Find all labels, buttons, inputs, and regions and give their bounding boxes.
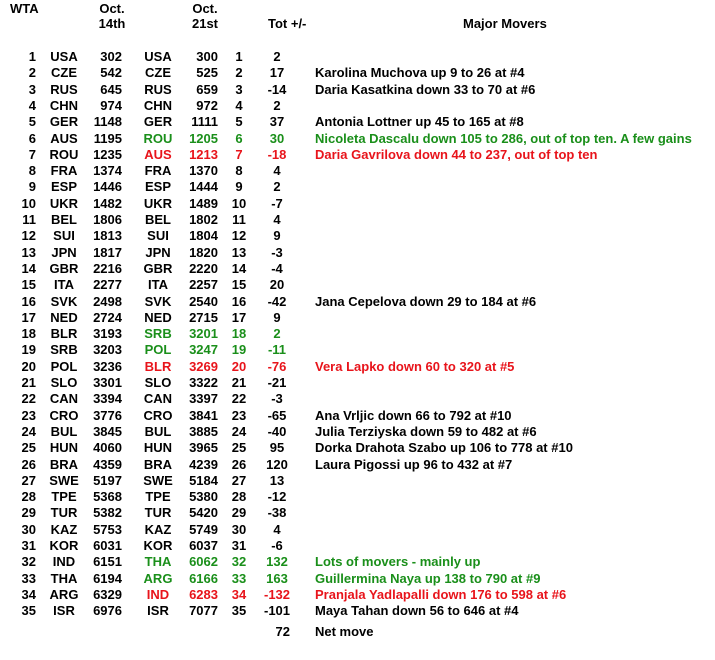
points-oct14: 542 [100, 65, 122, 80]
country-oct21: TUR [144, 505, 172, 520]
net-move-label: Net move [315, 624, 374, 639]
total-change: -7 [271, 196, 283, 211]
rank-oct21: 33 [231, 571, 247, 586]
wta-rank: 6 [28, 131, 36, 146]
rank-oct21: 34 [231, 587, 247, 602]
major-mover-note: Maya Tahan down 56 to 646 at #4 [315, 603, 519, 618]
points-oct14: 1446 [93, 179, 122, 194]
country-oct21: ITA [148, 277, 168, 292]
country-oct14: NED [50, 310, 78, 325]
rank-oct21: 5 [235, 114, 243, 129]
major-mover-note: Vera Lapko down 60 to 320 at #5 [315, 359, 515, 374]
country-oct14: RUS [50, 82, 78, 97]
points-oct14: 6976 [93, 603, 122, 618]
wta-rank: 21 [21, 375, 36, 390]
country-oct14: IND [52, 554, 76, 569]
points-oct14: 5368 [93, 489, 122, 504]
country-oct21: ROU [143, 131, 173, 146]
country-oct14: ITA [54, 277, 74, 292]
country-oct14: KOR [49, 538, 79, 553]
country-oct21: AUS [144, 147, 172, 162]
country-oct21: POL [144, 342, 172, 357]
points-oct21: 972 [196, 98, 218, 113]
major-mover-note: Laura Pigossi up 96 to 432 at #7 [315, 457, 513, 472]
country-oct21: CRO [143, 408, 173, 423]
header-major-movers: Major Movers [463, 16, 547, 31]
rank-oct21: 23 [231, 408, 247, 423]
country-oct14: ROU [49, 147, 79, 162]
country-oct14: BUL [50, 424, 78, 439]
country-oct14: JPN [51, 245, 77, 260]
points-oct14: 3203 [93, 342, 122, 357]
total-change: -65 [267, 408, 287, 423]
points-oct14: 1482 [93, 196, 122, 211]
wta-rank: 27 [21, 473, 36, 488]
wta-rank: 19 [21, 342, 36, 357]
country-oct21: TPE [145, 489, 171, 504]
country-oct21: BEL [145, 212, 171, 227]
wta-rank: 10 [21, 196, 36, 211]
country-oct21: RUS [144, 82, 172, 97]
points-oct14: 1817 [93, 245, 122, 260]
country-oct21: CZE [145, 65, 171, 80]
wta-rank: 23 [21, 408, 36, 423]
points-oct14: 6194 [93, 571, 122, 586]
rank-oct21: 16 [231, 294, 247, 309]
total-change: 95 [269, 440, 285, 455]
points-oct21: 2257 [189, 277, 218, 292]
country-oct14: BEL [51, 212, 77, 227]
country-oct21: BUL [144, 424, 172, 439]
major-mover-note: Julia Terziyska down 59 to 482 at #6 [315, 424, 537, 439]
wta-rank: 34 [21, 587, 36, 602]
wta-rank: 15 [21, 277, 36, 292]
rank-oct21: 20 [231, 359, 247, 374]
wta-rank: 5 [28, 114, 36, 129]
major-mover-note: Guillermina Naya up 138 to 790 at #9 [315, 571, 541, 586]
country-oct14: SRB [50, 342, 78, 357]
country-oct14: FRA [50, 163, 78, 178]
rank-oct21: 13 [231, 245, 247, 260]
total-change: -101 [263, 603, 291, 618]
country-oct21: BLR [144, 359, 172, 374]
country-oct14: SLO [50, 375, 78, 390]
country-oct21: ISR [147, 603, 169, 618]
rank-oct21: 24 [231, 424, 247, 439]
country-oct14: CAN [49, 391, 79, 406]
country-oct14: HUN [49, 440, 79, 455]
wta-rank: 30 [21, 522, 36, 537]
major-mover-note: Daria Gavrilova down 44 to 237, out of top ten [315, 147, 598, 162]
country-oct14: CHN [49, 98, 79, 113]
points-oct21: 6166 [189, 571, 218, 586]
points-oct14: 5753 [93, 522, 122, 537]
points-oct14: 6031 [93, 538, 122, 553]
total-change: 9 [273, 310, 281, 325]
rank-oct21: 27 [231, 473, 247, 488]
wta-rank: 24 [21, 424, 36, 439]
points-oct21: 1804 [189, 228, 218, 243]
country-oct21: CAN [143, 391, 173, 406]
country-oct14: THA [50, 571, 78, 586]
country-oct21: SWE [143, 473, 173, 488]
points-oct21: 1205 [189, 131, 218, 146]
header-oct14-day: 14th [98, 16, 126, 31]
points-oct21: 2715 [189, 310, 218, 325]
points-oct14: 2277 [93, 277, 122, 292]
points-oct14: 2498 [93, 294, 122, 309]
total-change: -4 [271, 261, 283, 276]
country-oct14: USA [50, 49, 78, 64]
rank-oct21: 25 [231, 440, 247, 455]
header-tot: Tot +/- [268, 16, 307, 31]
major-mover-note: Ana Vrljic down 66 to 792 at #10 [315, 408, 512, 423]
total-change: -12 [267, 489, 287, 504]
points-oct21: 2540 [189, 294, 218, 309]
points-oct21: 4239 [189, 457, 218, 472]
major-mover-note: Daria Kasatkina down 33 to 70 at #6 [315, 82, 536, 97]
country-oct14: SVK [50, 294, 78, 309]
wta-rank: 18 [21, 326, 36, 341]
country-oct21: FRA [144, 163, 172, 178]
country-oct21: JPN [145, 245, 171, 260]
points-oct21: 1213 [189, 147, 218, 162]
country-oct14: SUI [53, 228, 75, 243]
points-oct21: 5420 [189, 505, 218, 520]
rank-oct21: 7 [235, 147, 243, 162]
rank-oct21: 6 [235, 131, 243, 146]
points-oct21: 300 [196, 49, 218, 64]
country-oct21: SUI [147, 228, 169, 243]
total-change: -18 [267, 147, 287, 162]
rank-oct21: 8 [235, 163, 243, 178]
total-change: 132 [266, 554, 288, 569]
points-oct14: 5382 [93, 505, 122, 520]
points-oct14: 1195 [93, 131, 122, 146]
rank-oct21: 21 [231, 375, 247, 390]
rank-oct21: 35 [231, 603, 247, 618]
total-change: 13 [269, 473, 285, 488]
total-change: -3 [271, 391, 283, 406]
total-change: -14 [267, 82, 287, 97]
rank-oct21: 31 [231, 538, 247, 553]
wta-rank: 11 [22, 212, 36, 227]
points-oct14: 974 [100, 98, 122, 113]
wta-rank: 29 [21, 505, 36, 520]
points-oct14: 3394 [93, 391, 122, 406]
country-oct21: IND [146, 587, 170, 602]
country-oct21: NED [144, 310, 172, 325]
wta-rank: 4 [28, 98, 36, 113]
country-oct14: POL [50, 359, 78, 374]
rank-oct21: 2 [235, 65, 243, 80]
total-change: 4 [273, 522, 281, 537]
total-change: -11 [267, 342, 287, 357]
rank-oct21: 4 [235, 98, 243, 113]
net-move-value: 72 [275, 624, 290, 639]
points-oct14: 6329 [93, 587, 122, 602]
major-mover-note: Karolina Muchova up 9 to 26 at #4 [315, 65, 525, 80]
points-oct21: 1370 [189, 163, 218, 178]
country-oct21: SLO [144, 375, 172, 390]
total-change: -132 [263, 587, 291, 602]
rank-oct21: 15 [231, 277, 247, 292]
points-oct21: 6062 [189, 554, 218, 569]
points-oct14: 4060 [93, 440, 122, 455]
points-oct21: 1444 [189, 179, 218, 194]
country-oct21: USA [144, 49, 172, 64]
rank-oct21: 32 [231, 554, 247, 569]
country-oct14: AUS [50, 131, 78, 146]
country-oct21: BRA [143, 457, 173, 472]
total-change: -42 [267, 294, 287, 309]
major-mover-note: Dorka Drahota Szabo up 106 to 778 at #10 [315, 440, 573, 455]
points-oct21: 1111 [191, 114, 218, 129]
points-oct14: 3193 [93, 326, 122, 341]
country-oct14: BLR [50, 326, 78, 341]
country-oct14: ARG [49, 587, 79, 602]
points-oct21: 3269 [189, 359, 218, 374]
header-oct21-day: 21st [191, 16, 219, 31]
country-oct21: SRB [144, 326, 172, 341]
country-oct14: GER [49, 114, 79, 129]
country-oct14: BRA [49, 457, 79, 472]
country-oct21: SVK [144, 294, 172, 309]
country-oct21: UKR [143, 196, 173, 211]
total-change: -76 [267, 359, 287, 374]
country-oct21: ESP [144, 179, 171, 194]
country-oct21: GER [143, 114, 173, 129]
points-oct21: 1802 [189, 212, 218, 227]
total-change: -3 [271, 245, 283, 260]
points-oct14: 5197 [93, 473, 122, 488]
points-oct14: 1806 [93, 212, 122, 227]
points-oct14: 3845 [93, 424, 122, 439]
country-oct21: KAZ [144, 522, 172, 537]
rank-oct21: 3 [235, 82, 243, 97]
wta-rank: 28 [21, 489, 36, 504]
points-oct21: 3247 [189, 342, 218, 357]
wta-rank: 32 [21, 554, 36, 569]
wta-rank: 17 [21, 310, 36, 325]
wta-rank: 31 [21, 538, 36, 553]
wta-rank: 14 [21, 261, 36, 276]
major-mover-note: Lots of movers - mainly up [315, 554, 481, 569]
points-oct14: 1813 [93, 228, 122, 243]
points-oct14: 3236 [93, 359, 122, 374]
total-change: -21 [267, 375, 287, 390]
rank-oct21: 17 [231, 310, 247, 325]
total-change: 20 [269, 277, 285, 292]
total-change: 2 [273, 49, 281, 64]
points-oct21: 3201 [189, 326, 218, 341]
wta-rank: 12 [21, 228, 36, 243]
wta-rank: 22 [21, 391, 36, 406]
wta-rank: 9 [28, 179, 36, 194]
rank-oct21: 28 [231, 489, 247, 504]
total-change: 4 [273, 163, 281, 178]
points-oct21: 3885 [189, 424, 218, 439]
wta-rank: 8 [28, 163, 36, 178]
points-oct14: 1374 [93, 163, 122, 178]
major-mover-note: Antonia Lottner up 45 to 165 at #8 [315, 114, 524, 129]
rank-oct21: 9 [235, 179, 243, 194]
country-oct14: ISR [53, 603, 75, 618]
country-oct14: TPE [51, 489, 77, 504]
rank-oct21: 26 [231, 457, 247, 472]
total-change: -38 [267, 505, 287, 520]
country-oct14: KAZ [50, 522, 78, 537]
rank-oct21: 22 [231, 391, 247, 406]
points-oct21: 5380 [189, 489, 218, 504]
wta-rank: 35 [21, 603, 36, 618]
total-change: 120 [266, 457, 288, 472]
country-oct21: CHN [143, 98, 173, 113]
points-oct14: 3776 [93, 408, 122, 423]
points-oct14: 302 [100, 49, 122, 64]
points-oct21: 3841 [189, 408, 218, 423]
points-oct21: 6283 [189, 587, 218, 602]
major-mover-note: Jana Cepelova down 29 to 184 at #6 [315, 294, 537, 309]
points-oct14: 4359 [93, 457, 122, 472]
total-change: 2 [273, 98, 281, 113]
country-oct14: TUR [50, 505, 78, 520]
points-oct21: 5184 [189, 473, 218, 488]
points-oct14: 1235 [93, 147, 122, 162]
country-oct21: KOR [143, 538, 173, 553]
total-change: 17 [269, 65, 285, 80]
total-change: 2 [273, 179, 281, 194]
rank-oct21: 1 [235, 49, 243, 64]
rank-oct21: 10 [231, 196, 247, 211]
points-oct21: 525 [196, 65, 218, 80]
total-change: -40 [267, 424, 287, 439]
header-wta: WTA [10, 1, 39, 16]
total-change: 163 [266, 571, 288, 586]
points-oct21: 3322 [189, 375, 218, 390]
points-oct21: 1820 [189, 245, 218, 260]
points-oct21: 7077 [189, 603, 218, 618]
rank-oct21: 12 [231, 228, 247, 243]
rank-oct21: 30 [231, 522, 247, 537]
points-oct14: 2724 [93, 310, 122, 325]
country-oct14: ESP [50, 179, 77, 194]
wta-rank: 25 [21, 440, 36, 455]
major-mover-note: Nicoleta Dascalu down 105 to 286, out of top ten. A few gains [315, 131, 692, 146]
points-oct14: 6151 [93, 554, 122, 569]
rank-oct21: 14 [231, 261, 247, 276]
rank-oct21: 19 [231, 342, 247, 357]
points-oct21: 1489 [189, 196, 218, 211]
wta-rank: 33 [21, 571, 36, 586]
points-oct21: 3397 [189, 391, 218, 406]
total-change: 2 [273, 326, 281, 341]
country-oct21: ARG [143, 571, 173, 586]
total-change: 37 [269, 114, 285, 129]
wta-rank: 3 [28, 82, 36, 97]
country-oct14: SWE [49, 473, 79, 488]
wta-rank: 13 [21, 245, 36, 260]
country-oct14: CZE [51, 65, 77, 80]
total-change: -6 [271, 538, 283, 553]
wta-rank: 20 [21, 359, 36, 374]
total-change: 9 [273, 228, 281, 243]
total-change: 4 [273, 212, 281, 227]
country-oct21: THA [144, 554, 172, 569]
points-oct21: 659 [196, 82, 218, 97]
wta-rank: 26 [21, 457, 36, 472]
rank-oct21: 11 [232, 212, 246, 227]
country-oct14: GBR [49, 261, 79, 276]
points-oct14: 1148 [93, 114, 122, 129]
total-change: 30 [269, 131, 285, 146]
country-oct21: GBR [143, 261, 173, 276]
major-mover-note: Pranjala Yadlapalli down 176 to 598 at #6 [315, 587, 567, 602]
country-oct21: HUN [143, 440, 173, 455]
points-oct14: 3301 [93, 375, 122, 390]
country-oct14: CRO [49, 408, 79, 423]
country-oct14: UKR [49, 196, 79, 211]
header-oct14-month: Oct. [99, 1, 125, 16]
points-oct21: 3965 [189, 440, 218, 455]
rank-oct21: 29 [231, 505, 247, 520]
wta-rank: 7 [28, 147, 36, 162]
wta-rank: 2 [28, 65, 36, 80]
wta-rank: 16 [21, 294, 36, 309]
points-oct21: 6037 [189, 538, 218, 553]
points-oct21: 5749 [189, 522, 218, 537]
points-oct14: 645 [100, 82, 122, 97]
wta-rank: 1 [28, 49, 36, 64]
points-oct21: 2220 [189, 261, 218, 276]
points-oct14: 2216 [93, 261, 122, 276]
header-oct21-month: Oct. [192, 1, 218, 16]
rank-oct21: 18 [231, 326, 247, 341]
